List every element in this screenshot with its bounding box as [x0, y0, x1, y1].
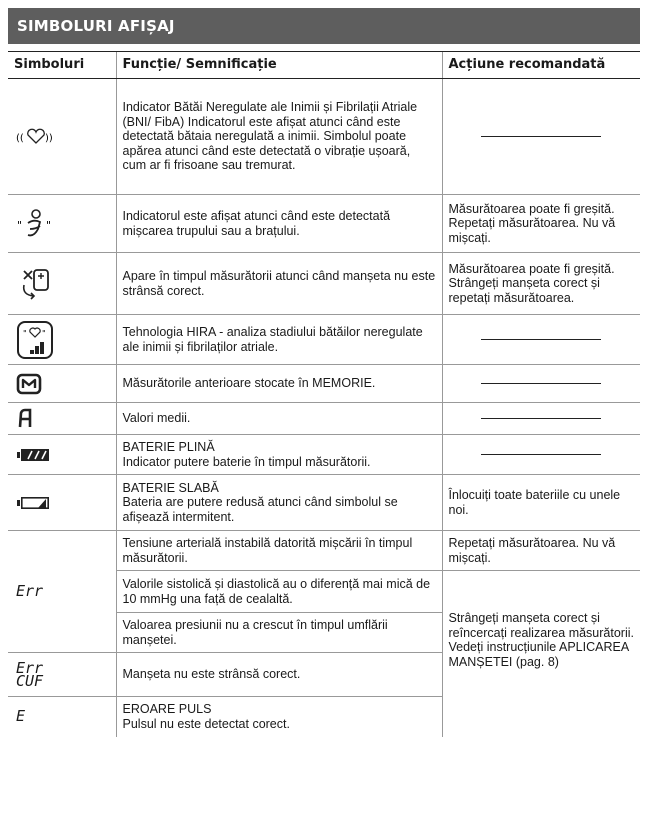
- action-cell: [442, 365, 640, 403]
- svg-text:": ": [46, 218, 52, 232]
- function-cell: Valoarea presiunii nu a crescut în timpul umflării manșetei.: [116, 613, 442, 653]
- memory-icon: [16, 372, 56, 396]
- symbol-cell: [8, 697, 116, 737]
- action-cell: [442, 315, 640, 365]
- function-cell: Apare în timpul măsurătorii atunci când manșeta nu este strânsă corect.: [116, 253, 442, 315]
- function-cell: Indicatorul este afișat atunci când este detectată mișcarea trupului sau a brațului.: [116, 195, 442, 253]
- function-cell: Tehnologia HIRA - analiza stadiului bătăilor neregulate ale inimii și fibrilaților atriale.: [116, 315, 442, 365]
- symbol-cell: [8, 79, 116, 195]
- movement-icon: [16, 207, 56, 241]
- svg-text:((: ((: [16, 132, 24, 144]
- symbol-cell: [8, 531, 116, 653]
- function-text: Pulsul nu este detectat corect.: [122, 716, 290, 731]
- hira-icon: [16, 320, 56, 360]
- action-cell: Înlocuiți toate bateriile cu unele noi.: [442, 475, 640, 531]
- table-row: [8, 365, 640, 403]
- action-cell: [442, 403, 640, 435]
- function-cell: Valorile sistolică și diastolică au o diferență mai mică de 10 mmHg una față de cealaltă.: [116, 571, 442, 613]
- function-title: BATERIE PLINĂ: [122, 440, 215, 454]
- action-cell: Repetați măsurătoarea. Nu vă mișcați.: [442, 531, 640, 571]
- symbol-cell: [8, 315, 116, 365]
- function-title: EROARE PULS: [122, 702, 212, 717]
- shared-action-cell: Strângeți manșeta corect și reîncercați realizarea măsurătorii. Vedeți instrucțiunile APLICAREA MANȘETEI (pag. 8): [442, 571, 640, 737]
- function-cell: [116, 475, 442, 531]
- table-row: [8, 315, 640, 365]
- action-cell: [442, 435, 640, 475]
- battery-full-icon: [16, 447, 56, 463]
- function-cell: [116, 697, 442, 737]
- action-cell: Măsurătoarea poate fi greșită. Repetați măsurătoarea. Nu vă mișcați.: [442, 195, 640, 253]
- function-title: BATERIE SLABĂ: [122, 480, 219, 495]
- table-row: [8, 435, 640, 475]
- e-symbol: E: [16, 707, 26, 725]
- function-cell: Manșeta nu este strânsă corect.: [116, 653, 442, 697]
- dash-line: [481, 339, 601, 340]
- column-header-symbols: Simboluri: [8, 52, 116, 79]
- svg-text:": ": [42, 328, 46, 338]
- function-cell: Valori medii.: [116, 403, 442, 435]
- irregular-heartbeat-icon: [16, 127, 56, 147]
- err-cuf-bottom: CUF: [16, 671, 44, 690]
- table-row: [8, 475, 640, 531]
- symbol-cell: [8, 653, 116, 697]
- battery-low-icon: [16, 495, 56, 511]
- symbols-table: [8, 51, 640, 737]
- dash-line: [481, 383, 601, 384]
- err-cuf-top: Err: [16, 658, 44, 677]
- cuff-check-icon: [16, 265, 56, 303]
- section-title-bar: [8, 8, 640, 44]
- symbol-cell: [8, 475, 116, 531]
- function-text: Bateria are putere redusă atunci când simbolul se afișează intermitent.: [122, 495, 398, 524]
- dash-line: [481, 418, 601, 419]
- err-symbol: Err: [16, 581, 44, 600]
- symbol-cell: [8, 403, 116, 435]
- svg-text:": ": [23, 328, 27, 338]
- function-cell: Măsurătorile anterioare stocate în MEMORIE.: [116, 365, 442, 403]
- table-row: [8, 531, 640, 571]
- column-header-function: Funcție/ Semnificație: [116, 52, 442, 79]
- symbol-cell: [8, 435, 116, 475]
- table-header-row: [8, 52, 640, 79]
- svg-text:": ": [17, 218, 23, 232]
- symbol-cell: [8, 253, 116, 315]
- table-row: [8, 195, 640, 253]
- function-text: Indicator putere baterie în timpul măsurătorii.: [122, 454, 371, 469]
- symbol-cell: [8, 365, 116, 403]
- svg-text:)): )): [45, 132, 53, 144]
- action-cell: Măsurătoarea poate fi greșită. Strângeți manșeta corect și repetați măsurătoarea.: [442, 253, 640, 315]
- action-cell: [442, 79, 640, 195]
- err-cuf-symbol: [16, 658, 116, 690]
- table-row: [8, 253, 640, 315]
- table-row: [8, 79, 640, 195]
- dash-line: [481, 454, 601, 455]
- section-title: SIMBOLURI AFIȘAJ: [17, 17, 175, 35]
- function-cell: Indicator Bătăi Neregulate ale Inimii și Fibrilații Atriale (BNI/ FibA) Indicatorul este afișat atunci când este detectată bătaia neregulată a inimii. Simbolul poate apărea atunci când este detectată o vibrație ușoară, cum ar fi frisoane sau tremurat.: [116, 79, 442, 195]
- column-header-action: Acțiune recomandată: [442, 52, 640, 79]
- function-cell: Tensiune arterială instabilă datorită mișcării în timpul măsurătorii.: [116, 531, 442, 571]
- symbol-cell: [8, 195, 116, 253]
- average-icon: [16, 407, 56, 431]
- function-cell: [116, 435, 442, 475]
- table-row: [8, 403, 640, 435]
- dash-line: [481, 136, 601, 137]
